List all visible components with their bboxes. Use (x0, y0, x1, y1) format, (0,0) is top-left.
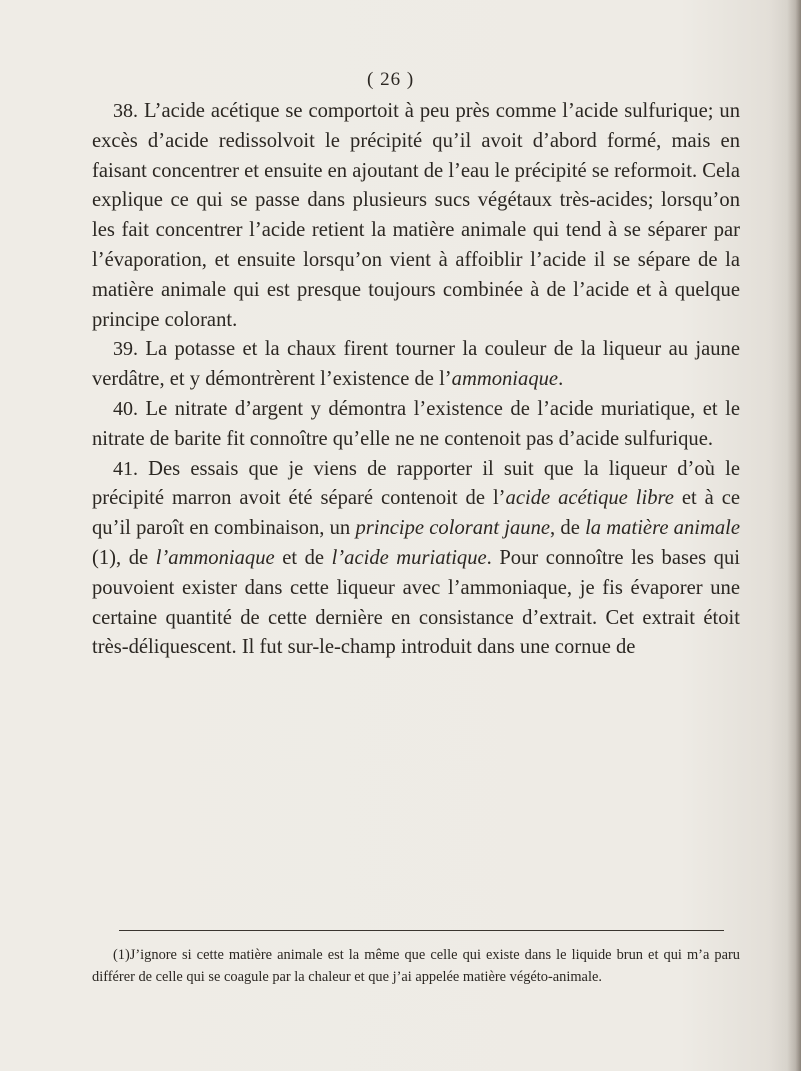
paragraph-number: 40. (113, 397, 138, 420)
italic-term: l’ammoniaque (155, 546, 275, 569)
italic-term: la matière animale (585, 517, 741, 540)
paragraph-text: et de (274, 546, 332, 569)
paragraph-text: Le nitrate d’argent y démontra l’existence de l’acide muriatique, et le nitrate de barite fit connoître qu’elle ne ne contenoit pas d’acide sulfurique. (92, 397, 740, 450)
paragraph-text: , de (116, 546, 156, 569)
paragraph-41 (92, 455, 740, 664)
paragraph-number: 41. (113, 457, 138, 480)
article-text: l’ (492, 487, 506, 510)
page-number: ( 26 ) (367, 69, 415, 90)
main-text (92, 97, 740, 663)
footnote-reference: (1) (92, 546, 117, 569)
paragraph-38 (92, 97, 740, 335)
footnote (92, 944, 740, 988)
page-edge-shadow (787, 0, 801, 1071)
paragraph-text: L’acide acétique se comportoit à peu près comme l’acide sulfurique; un excès d’acide redissolvoit le précipité qu’il avoit d’abord formé, mais en faisant concentrer et ensuite en ajoutant de l’eau le précipité se reformoit. Cela explique ce qui se passe dans plusieurs sucs végétaux très-acides; lorsqu’on les fait concentrer l’acide retient la matière animale qui tend à se séparer par l’évaporation, et ensuite lorsqu’on vient à affoiblir l’acide il se sépare de la matière animale qui est presque toujours combinée à de l’acide et à quelque principe colorant. (92, 100, 740, 331)
paragraph-text: , de (550, 517, 586, 540)
footnote-paragraph (92, 944, 740, 988)
paragraph-39 (92, 335, 740, 395)
paragraph-40 (92, 395, 740, 455)
paragraph-text: et à ce qu’il paroît en combinaison, un (92, 487, 741, 540)
italic-term: ammoniaque (451, 368, 559, 391)
footnote-marker: (1) (113, 947, 130, 963)
footnote-divider (119, 930, 724, 931)
footnote-text: J’ignore si cette matière animale est la même que celle qui existe dans le liquide brun et qui m’a paru différer de celle qui se coagule par la chaleur et que j’ai appelée matière végéto-animale. (92, 947, 740, 985)
italic-term: l’acide muriatique (331, 546, 487, 569)
paragraph-text: Des essais que je viens de rapporter il suit que la liqueur d’où le précipité marron avoit été séparé contenoit de (92, 457, 740, 510)
italic-term: principe colorant jaune (355, 517, 551, 540)
paragraph-text: La potasse et la chaux firent tourner la couleur de la liqueur au jaune verdâtre, et y démontrèrent l’existence de (92, 338, 740, 391)
article-text: l’ (439, 368, 452, 391)
italic-term: acide acétique libre (505, 487, 674, 510)
punctuation: . (558, 368, 564, 391)
paragraph-number: 38. (113, 100, 138, 122)
paragraph-text: . Pour connoître les bases qui pouvoient exister dans cette liqueur avec l’ammoniaque, je fis évaporer une certaine quantité de cette dernière en consistance d’extrait. Cet extrait étoit très-déliquescent. Il fut sur-le-champ introduit dans une cornue de (92, 546, 740, 659)
paragraph-number: 39. (113, 338, 138, 361)
